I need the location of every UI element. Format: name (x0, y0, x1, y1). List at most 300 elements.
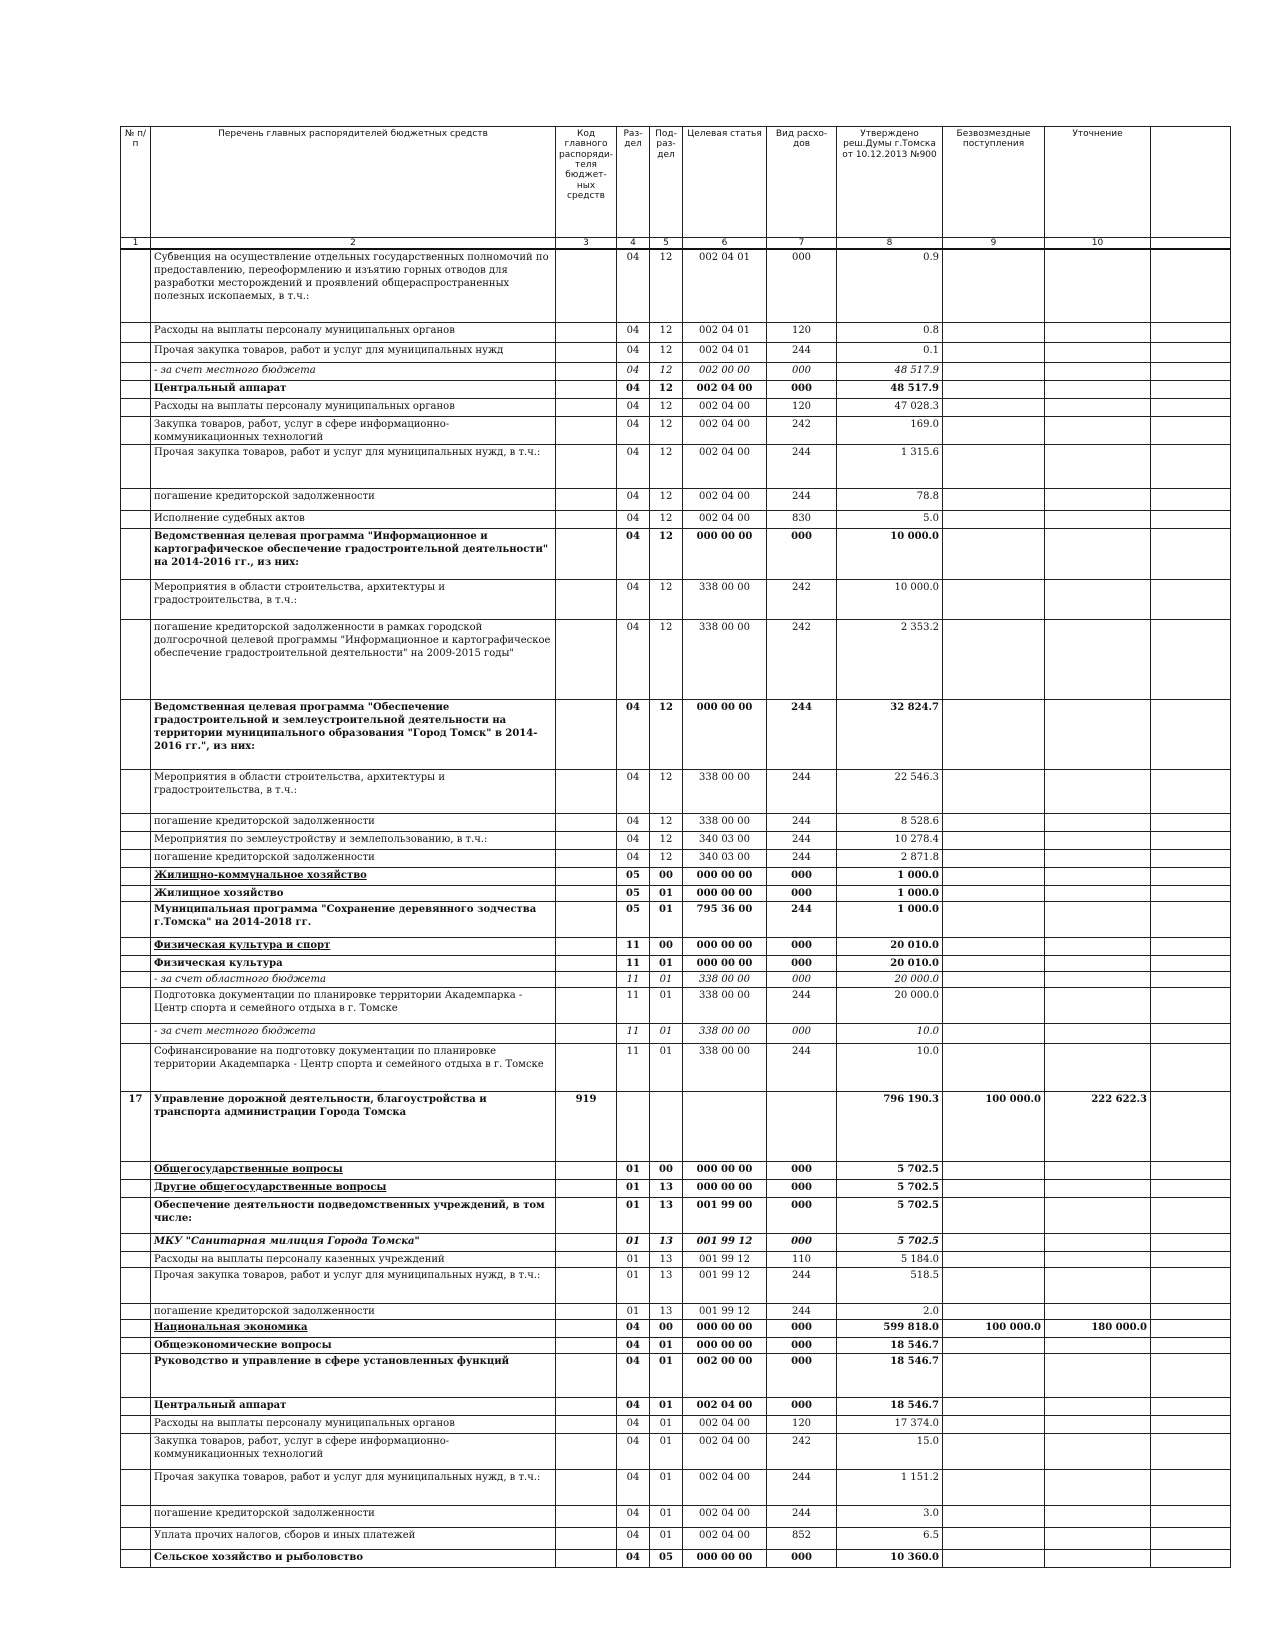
row-approved-amount: 5 702.5 (837, 1161, 943, 1179)
row-approved-amount: 20 000.0 (837, 987, 943, 1023)
row-code (556, 1549, 617, 1567)
row-section: 04 (617, 813, 650, 831)
row-code (556, 971, 617, 987)
row-extra-cell (1151, 1267, 1231, 1303)
row-section: 04 (617, 1505, 650, 1527)
row-extra-cell (1151, 849, 1231, 867)
row-section: 04 (617, 249, 650, 322)
row-approved-amount: 5 702.5 (837, 1233, 943, 1251)
row-target-article: 000 00 00 (683, 885, 767, 901)
row-expense-type: 244 (767, 1303, 837, 1319)
row-grants-amount (943, 1353, 1045, 1397)
row-name: Прочая закупка товаров, работ и услуг для муниципальных нужд (151, 342, 556, 362)
row-target-article: 338 00 00 (683, 619, 767, 699)
row-subsection: 12 (650, 342, 683, 362)
row-extra-cell (1151, 867, 1231, 885)
row-code (556, 1433, 617, 1469)
row-section: 04 (617, 1527, 650, 1549)
row-section: 04 (617, 831, 650, 849)
row-adjustment-amount (1045, 1415, 1151, 1433)
row-expense-type: 000 (767, 380, 837, 398)
row-number: 17 (121, 1091, 151, 1161)
row-expense-type: 000 (767, 885, 837, 901)
row-target-article: 000 00 00 (683, 867, 767, 885)
row-number (121, 813, 151, 831)
row-section: 04 (617, 510, 650, 528)
row-subsection: 01 (650, 1469, 683, 1505)
row-section: 05 (617, 867, 650, 885)
row-adjustment-amount (1045, 1337, 1151, 1353)
row-code (556, 398, 617, 416)
row-extra-cell (1151, 1549, 1231, 1567)
row-adjustment-amount (1045, 1433, 1151, 1469)
row-grants-amount (943, 1469, 1045, 1505)
row-number (121, 528, 151, 579)
row-extra-cell (1151, 1527, 1231, 1549)
row-number (121, 444, 151, 488)
row-number (121, 1353, 151, 1397)
row-adjustment-amount (1045, 901, 1151, 937)
row-extra-cell (1151, 1469, 1231, 1505)
row-expense-type: 000 (767, 971, 837, 987)
row-number (121, 955, 151, 971)
row-number (121, 1319, 151, 1337)
row-code (556, 510, 617, 528)
row-target-article: 002 04 00 (683, 1415, 767, 1433)
row-grants-amount: 100 000.0 (943, 1091, 1045, 1161)
row-grants-amount (943, 849, 1045, 867)
row-target-article: 002 04 01 (683, 322, 767, 342)
row-code (556, 416, 617, 444)
row-number (121, 1505, 151, 1527)
row-subsection: 13 (650, 1251, 683, 1267)
row-extra-cell (1151, 1505, 1231, 1527)
table-row (121, 1433, 1231, 1469)
row-adjustment-amount (1045, 1197, 1151, 1233)
table-row (121, 769, 1231, 813)
row-adjustment-amount (1045, 1397, 1151, 1415)
row-grants-amount (943, 1197, 1045, 1233)
row-grants-amount (943, 901, 1045, 937)
row-section: 01 (617, 1233, 650, 1251)
row-code (556, 1415, 617, 1433)
row-code (556, 249, 617, 322)
row-subsection: 12 (650, 769, 683, 813)
row-name: - за счет областного бюджета (151, 971, 556, 987)
row-code (556, 528, 617, 579)
table-row (121, 831, 1231, 849)
column-number-3: 3 (556, 238, 617, 250)
row-subsection: 01 (650, 987, 683, 1023)
row-code (556, 342, 617, 362)
table-body (121, 249, 1231, 1567)
row-target-article: 002 00 00 (683, 1353, 767, 1397)
row-grants-amount (943, 971, 1045, 987)
row-adjustment-amount (1045, 1161, 1151, 1179)
column-number-11 (1151, 238, 1231, 250)
row-subsection: 01 (650, 1337, 683, 1353)
row-adjustment-amount (1045, 987, 1151, 1023)
row-target-article: 338 00 00 (683, 579, 767, 619)
row-number (121, 971, 151, 987)
row-approved-amount: 5 702.5 (837, 1197, 943, 1233)
row-grants-amount (943, 342, 1045, 362)
row-name: погашение кредиторской задолженности (151, 849, 556, 867)
row-subsection: 13 (650, 1303, 683, 1319)
row-grants-amount (943, 1179, 1045, 1197)
row-target-article: 340 03 00 (683, 849, 767, 867)
row-number (121, 831, 151, 849)
row-code (556, 1161, 617, 1179)
row-code (556, 1527, 617, 1549)
row-adjustment-amount (1045, 1251, 1151, 1267)
row-grants-amount (943, 867, 1045, 885)
row-code (556, 813, 617, 831)
row-name: Другие общегосударственные вопросы (151, 1179, 556, 1197)
table-row (121, 1267, 1231, 1303)
row-number (121, 1161, 151, 1179)
row-expense-type: 244 (767, 1267, 837, 1303)
column-header-3: Код главного распоряди-теля бюджет-ных средств (556, 127, 617, 238)
row-expense-type: 000 (767, 1337, 837, 1353)
table-row (121, 322, 1231, 342)
row-section: 04 (617, 380, 650, 398)
row-expense-type: 000 (767, 362, 837, 380)
table-row (121, 488, 1231, 510)
row-name: Прочая закупка товаров, работ и услуг для муниципальных нужд, в т.ч.: (151, 1469, 556, 1505)
row-subsection: 01 (650, 901, 683, 937)
row-grants-amount (943, 937, 1045, 955)
row-name: Обеспечение деятельности подведомственных учреждений, в том числе: (151, 1197, 556, 1233)
row-extra-cell (1151, 1433, 1231, 1469)
row-grants-amount (943, 579, 1045, 619)
row-section: 01 (617, 1251, 650, 1267)
row-code (556, 1505, 617, 1527)
table-row (121, 987, 1231, 1023)
row-adjustment-amount (1045, 1549, 1151, 1567)
row-expense-type: 000 (767, 1353, 837, 1397)
row-target-article (683, 1091, 767, 1161)
row-subsection: 12 (650, 362, 683, 380)
table-row (121, 699, 1231, 769)
row-code (556, 901, 617, 937)
row-section: 05 (617, 901, 650, 937)
row-grants-amount (943, 1415, 1045, 1433)
row-section: 04 (617, 1469, 650, 1505)
row-subsection: 00 (650, 1319, 683, 1337)
column-number-1: 1 (121, 238, 151, 250)
row-code (556, 699, 617, 769)
row-approved-amount: 22 546.3 (837, 769, 943, 813)
row-adjustment-amount (1045, 510, 1151, 528)
row-approved-amount: 20 010.0 (837, 955, 943, 971)
row-subsection: 12 (650, 416, 683, 444)
row-approved-amount: 169.0 (837, 416, 943, 444)
row-grants-amount (943, 380, 1045, 398)
row-grants-amount (943, 1337, 1045, 1353)
row-section: 01 (617, 1197, 650, 1233)
table-row (121, 971, 1231, 987)
row-number (121, 1415, 151, 1433)
row-approved-amount: 10 360.0 (837, 1549, 943, 1567)
row-section: 04 (617, 769, 650, 813)
row-subsection: 01 (650, 1415, 683, 1433)
row-subsection: 12 (650, 510, 683, 528)
row-subsection: 12 (650, 699, 683, 769)
row-grants-amount (943, 885, 1045, 901)
column-number-7: 7 (767, 238, 837, 250)
row-expense-type: 830 (767, 510, 837, 528)
row-approved-amount: 1 315.6 (837, 444, 943, 488)
row-adjustment-amount (1045, 1505, 1151, 1527)
row-name: Закупка товаров, работ, услуг в сфере информационно-коммуникационных технологий (151, 416, 556, 444)
row-section: 04 (617, 579, 650, 619)
column-header-4: Раз-дел (617, 127, 650, 238)
row-extra-cell (1151, 937, 1231, 955)
row-target-article: 338 00 00 (683, 971, 767, 987)
row-target-article: 000 00 00 (683, 1161, 767, 1179)
row-number (121, 416, 151, 444)
row-extra-cell (1151, 342, 1231, 362)
row-number (121, 699, 151, 769)
row-extra-cell (1151, 488, 1231, 510)
row-name: - за счет местного бюджета (151, 1023, 556, 1043)
row-target-article: 000 00 00 (683, 1179, 767, 1197)
row-subsection: 12 (650, 813, 683, 831)
row-expense-type: 000 (767, 1549, 837, 1567)
row-number (121, 1337, 151, 1353)
row-section: 11 (617, 1023, 650, 1043)
table-row (121, 1233, 1231, 1251)
row-code (556, 987, 617, 1023)
row-expense-type: 000 (767, 867, 837, 885)
row-target-article: 000 00 00 (683, 955, 767, 971)
table-row (121, 1023, 1231, 1043)
row-section: 11 (617, 971, 650, 987)
row-extra-cell (1151, 1337, 1231, 1353)
row-target-article: 002 04 00 (683, 510, 767, 528)
row-name: погашение кредиторской задолженности (151, 1303, 556, 1319)
row-adjustment-amount (1045, 937, 1151, 955)
row-extra-cell (1151, 955, 1231, 971)
row-approved-amount: 20 000.0 (837, 971, 943, 987)
table-row (121, 1091, 1231, 1161)
column-number-5: 5 (650, 238, 683, 250)
row-adjustment-amount (1045, 885, 1151, 901)
row-approved-amount: 48 517.9 (837, 362, 943, 380)
row-expense-type: 244 (767, 342, 837, 362)
row-extra-cell (1151, 901, 1231, 937)
row-section: 04 (617, 1415, 650, 1433)
row-extra-cell (1151, 528, 1231, 579)
row-expense-type: 242 (767, 416, 837, 444)
row-expense-type: 000 (767, 937, 837, 955)
row-expense-type: 244 (767, 444, 837, 488)
row-name: Ведомственная целевая программа "Обеспечение градостроительной и землеустроительной деятельности на территории муниципального образования "Город Томск" в 2014-2016 гг.", из них: (151, 699, 556, 769)
row-code (556, 1197, 617, 1233)
row-name: Национальная экономика (151, 1319, 556, 1337)
row-expense-type: 110 (767, 1251, 837, 1267)
row-number (121, 1197, 151, 1233)
row-extra-cell (1151, 1415, 1231, 1433)
row-approved-amount: 78.8 (837, 488, 943, 510)
row-expense-type: 244 (767, 813, 837, 831)
row-target-article: 340 03 00 (683, 831, 767, 849)
table-row (121, 342, 1231, 362)
row-code (556, 380, 617, 398)
row-target-article: 338 00 00 (683, 1023, 767, 1043)
row-expense-type: 000 (767, 955, 837, 971)
table-row (121, 955, 1231, 971)
table-row (121, 579, 1231, 619)
row-expense-type: 244 (767, 1505, 837, 1527)
row-subsection: 12 (650, 444, 683, 488)
row-approved-amount: 18 546.7 (837, 1353, 943, 1397)
row-section: 04 (617, 1353, 650, 1397)
row-code (556, 1469, 617, 1505)
row-extra-cell (1151, 831, 1231, 849)
row-adjustment-amount (1045, 380, 1151, 398)
row-target-article: 795 36 00 (683, 901, 767, 937)
row-number (121, 1043, 151, 1091)
row-adjustment-amount (1045, 699, 1151, 769)
row-expense-type: 244 (767, 1469, 837, 1505)
row-adjustment-amount (1045, 813, 1151, 831)
row-code (556, 1043, 617, 1091)
row-section: 04 (617, 1319, 650, 1337)
row-subsection: 01 (650, 1505, 683, 1527)
row-number (121, 322, 151, 342)
row-extra-cell (1151, 1161, 1231, 1179)
column-header-5: Под-раз-дел (650, 127, 683, 238)
row-code (556, 579, 617, 619)
row-grants-amount (943, 619, 1045, 699)
row-number (121, 249, 151, 322)
table-row (121, 1179, 1231, 1197)
row-approved-amount: 796 190.3 (837, 1091, 943, 1161)
row-extra-cell (1151, 1353, 1231, 1397)
row-grants-amount (943, 1303, 1045, 1319)
table-row (121, 901, 1231, 937)
row-number (121, 579, 151, 619)
row-grants-amount (943, 398, 1045, 416)
row-extra-cell (1151, 416, 1231, 444)
row-grants-amount (943, 249, 1045, 322)
row-name: Центральный аппарат (151, 1397, 556, 1415)
row-grants-amount (943, 1505, 1045, 1527)
row-adjustment-amount (1045, 488, 1151, 510)
row-grants-amount (943, 1043, 1045, 1091)
row-adjustment-amount (1045, 1023, 1151, 1043)
row-adjustment-amount (1045, 362, 1151, 380)
row-expense-type: 120 (767, 398, 837, 416)
row-name: погашение кредиторской задолженности (151, 1505, 556, 1527)
row-grants-amount (943, 510, 1045, 528)
row-expense-type: 244 (767, 901, 837, 937)
row-code (556, 362, 617, 380)
row-expense-type: 120 (767, 1415, 837, 1433)
row-approved-amount: 8 528.6 (837, 813, 943, 831)
row-extra-cell (1151, 510, 1231, 528)
row-target-article: 338 00 00 (683, 987, 767, 1023)
row-subsection: 05 (650, 1549, 683, 1567)
row-section: 04 (617, 699, 650, 769)
row-code (556, 849, 617, 867)
row-expense-type: 244 (767, 488, 837, 510)
row-grants-amount (943, 813, 1045, 831)
row-extra-cell (1151, 1023, 1231, 1043)
row-name: погашение кредиторской задолженности (151, 813, 556, 831)
row-target-article: 002 04 00 (683, 1433, 767, 1469)
row-approved-amount: 2 353.2 (837, 619, 943, 699)
row-target-article: 002 04 00 (683, 444, 767, 488)
row-target-article: 002 04 00 (683, 488, 767, 510)
row-name: Ведомственная целевая программа "Информационное и картографическое обеспечение градостроительной деятельности" на 2014-2016 гг., из них: (151, 528, 556, 579)
row-adjustment-amount (1045, 249, 1151, 322)
row-target-article: 002 04 00 (683, 1397, 767, 1415)
row-approved-amount: 5 184.0 (837, 1251, 943, 1267)
table-row (121, 1397, 1231, 1415)
row-subsection: 01 (650, 1397, 683, 1415)
row-approved-amount: 47 028.3 (837, 398, 943, 416)
table-row (121, 362, 1231, 380)
row-approved-amount: 2 871.8 (837, 849, 943, 867)
row-subsection: 12 (650, 579, 683, 619)
row-extra-cell (1151, 1397, 1231, 1415)
row-approved-amount: 18 546.7 (837, 1397, 943, 1415)
row-code (556, 1023, 617, 1043)
row-subsection: 12 (650, 849, 683, 867)
column-number-6: 6 (683, 238, 767, 250)
row-expense-type: 244 (767, 1043, 837, 1091)
row-grants-amount (943, 1023, 1045, 1043)
row-target-article: 002 04 00 (683, 1505, 767, 1527)
row-extra-cell (1151, 322, 1231, 342)
row-grants-amount (943, 1397, 1045, 1415)
row-expense-type: 000 (767, 528, 837, 579)
row-adjustment-amount (1045, 1353, 1151, 1397)
row-target-article: 000 00 00 (683, 1549, 767, 1567)
row-number (121, 1549, 151, 1567)
table-row (121, 1337, 1231, 1353)
table-row (121, 867, 1231, 885)
table-row (121, 849, 1231, 867)
row-number (121, 1023, 151, 1043)
row-extra-cell (1151, 1319, 1231, 1337)
row-approved-amount: 10 000.0 (837, 528, 943, 579)
row-approved-amount: 17 374.0 (837, 1415, 943, 1433)
row-grants-amount (943, 1267, 1045, 1303)
row-adjustment-amount (1045, 1179, 1151, 1197)
row-subsection: 13 (650, 1233, 683, 1251)
row-target-article: 000 00 00 (683, 1337, 767, 1353)
row-section: 05 (617, 885, 650, 901)
row-adjustment-amount (1045, 342, 1151, 362)
row-adjustment-amount (1045, 322, 1151, 342)
row-approved-amount: 10.0 (837, 1023, 943, 1043)
table-row (121, 1527, 1231, 1549)
row-grants-amount (943, 831, 1045, 849)
row-name: Общегосударственные вопросы (151, 1161, 556, 1179)
row-target-article: 338 00 00 (683, 1043, 767, 1091)
row-name: Физическая культура и спорт (151, 937, 556, 955)
row-extra-cell (1151, 579, 1231, 619)
row-name: Центральный аппарат (151, 380, 556, 398)
row-number (121, 867, 151, 885)
row-expense-type: 000 (767, 1233, 837, 1251)
row-approved-amount: 5 702.5 (837, 1179, 943, 1197)
row-code (556, 1319, 617, 1337)
